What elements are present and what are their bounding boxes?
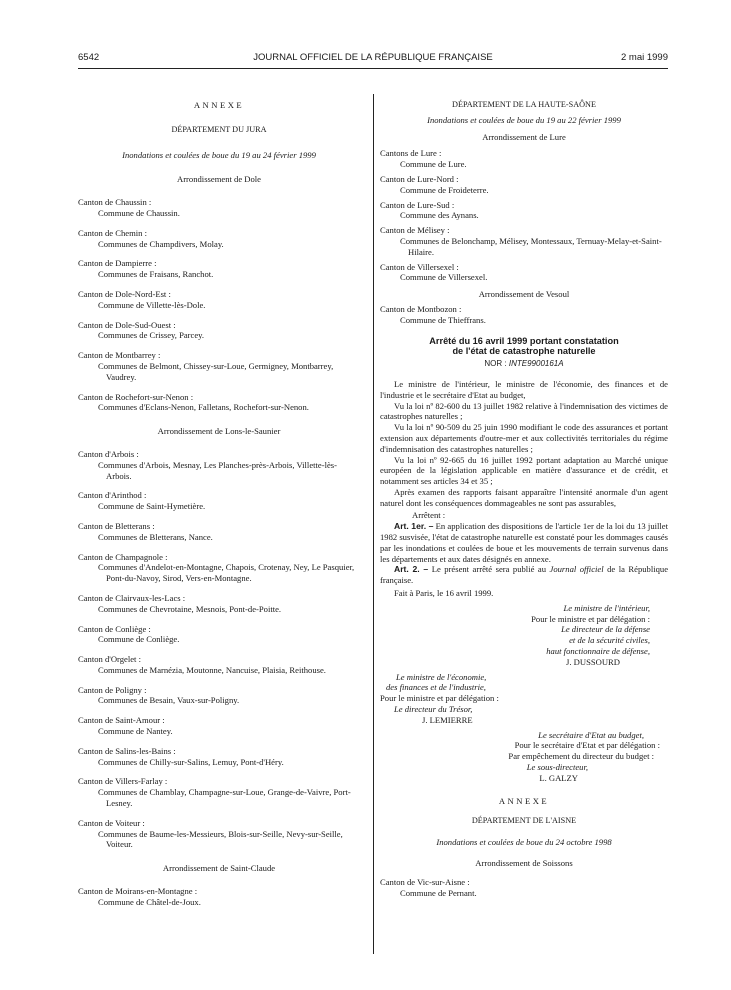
canton-communes: Communes de Besain, Vaux-sur-Poligny.: [98, 695, 240, 706]
canton-entry: [78, 197, 360, 219]
canton-name: Canton d'Arbois :: [78, 448, 139, 459]
canton-entry: [78, 228, 360, 250]
canton-communes: Commune de Chaussin.: [98, 207, 180, 218]
canton-communes: Communes de Belmont, Chissey-sur-Loue, Germigney, Montbarrey, Vaudrey.: [98, 360, 334, 382]
canton-name: Canton de Dole-Sud-Ouest :: [78, 319, 176, 330]
event-haute-saone: Inondations et coulées de boue du 19 au 22 février 1999: [427, 114, 621, 125]
arrete-para-2: Vu la loi nº 82-600 du 13 juillet 1982 relative à l'indemnisation des victimes de catastrophes naturelles ;: [380, 400, 668, 422]
arrondissement-heading: Arrondissement de Lure: [482, 131, 566, 142]
issue-date: 2 mai 1999: [620, 52, 668, 63]
sig3-line: Par empêchement du directeur du budget :: [508, 751, 654, 762]
communes-vic-sur-aisne: Commune de Pernant.: [400, 887, 477, 898]
canton-entry: [78, 746, 360, 768]
canton-communes: Communes de Chilly-sur-Salins, Lemuy, Pont-d'Héry.: [98, 756, 284, 767]
canton-entry: [78, 685, 360, 707]
canton-communes: Communes de Baume-les-Messieurs, Blois-sur-Seille, Nevy-sur-Seille, Voiteur.: [98, 828, 343, 850]
canton-communes: Commune de Froideterre.: [400, 184, 489, 195]
arrete-para-4: Vu la loi nº 92-665 du 16 juillet 1992 portant adaptation au Marché unique européen de la législation applicable en matière d'assurance et de crédit, et notamment ses articles 34 et 35 ;: [380, 454, 668, 487]
canton-name: Canton de Villersexel :: [380, 261, 459, 272]
annexe-title: ANNEXE: [193, 100, 245, 110]
canton-name: Canton de Conliège :: [78, 623, 151, 634]
canton-communes: Commune de Villette-lès-Dole.: [98, 299, 206, 310]
canton-entry: [78, 350, 360, 382]
sig2-line: Le directeur du Trésor,: [394, 704, 473, 715]
canton-name: Canton de Poligny :: [78, 684, 147, 695]
canton-name: Canton de Chaussin :: [78, 197, 152, 208]
sig1-line: Le ministre de l'intérieur,: [563, 602, 650, 613]
signature-interieur: [380, 603, 668, 668]
header-rule: [78, 68, 668, 69]
canton-entry: [78, 320, 360, 342]
fait-a-paris: Fait à Paris, le 16 avril 1999.: [394, 588, 494, 599]
article-1: [380, 521, 668, 564]
department-aisne: DÉPARTEMENT DE L'AISNE: [471, 816, 577, 826]
canton-name: Canton de Champagnole :: [78, 551, 168, 562]
sig3-line: Pour le secrétaire d'Etat et par délégation :: [514, 740, 660, 751]
arrete-para-1: Le ministre de l'intérieur, le ministre de l'économie, des finances et de l'industrie et le secrétaire d'Etat au budget,: [380, 378, 668, 400]
department-jura: DÉPARTEMENT DU JURA: [171, 124, 267, 134]
arrondissement-heading: Arrondissement de Vesoul: [478, 289, 570, 300]
article-1-text: En application des dispositions de l'article 1er de la loi du 13 juillet 1982 susvisée, l'état de catastrophe naturelle est constaté pour les dommages causés par les inondations et coulées de boue et les mouvements de terrain survenus dans les départements et aux dates désignés en annexe.: [380, 521, 668, 564]
left-column: [78, 94, 360, 917]
canton-name: Cantons de Lure :: [380, 148, 442, 159]
canton-entry: [380, 200, 668, 222]
sig1-name: J. DUSSOURD: [566, 656, 620, 667]
sig2-line: Le ministre de l'économie,: [396, 671, 487, 682]
nor-reference: [380, 359, 668, 370]
canton-entry: [380, 304, 668, 326]
canton-entry: [78, 886, 360, 908]
canton-name: Canton de Clairvaux-les-Lacs :: [78, 592, 186, 603]
sig1-line: et de la sécurité civiles,: [569, 635, 650, 646]
jura-sections: [78, 174, 360, 907]
canton-name: Canton de Montbozon :: [380, 303, 462, 314]
column-divider: [373, 94, 374, 954]
canton-communes: Commune de Villersexel.: [400, 272, 488, 283]
article-1-label: Art. 1er. –: [394, 521, 434, 532]
nor-label: NOR :: [484, 359, 507, 369]
event-aisne: Inondations et coulées de boue du 24 octobre 1998: [436, 837, 612, 848]
sig2-line: des finances et de l'industrie,: [386, 682, 486, 693]
canton-name: Canton d'Arinthod :: [78, 490, 147, 501]
canton-entry: [78, 654, 360, 676]
canton-entry: [380, 174, 668, 196]
canton-communes: Commune de Saint-Hymetière.: [98, 501, 206, 512]
canton-communes: Commune des Aynans.: [400, 210, 479, 221]
canton-entry: [380, 148, 668, 170]
canton-communes: Commune de Thieffrans.: [400, 314, 486, 325]
page-header: [78, 52, 668, 66]
arrete-title: [380, 336, 668, 358]
signature-budget: [380, 730, 668, 784]
sig3-name: L. GALZY: [539, 772, 578, 783]
page-number: 6542: [78, 52, 100, 63]
canton-entry: [380, 262, 668, 284]
article-2-post: de la République française.: [380, 564, 669, 586]
canton-communes: Commune de Nantey.: [98, 726, 173, 737]
event-jura: Inondations et coulées de boue du 19 au 24 février 1999: [122, 149, 316, 160]
sig3-line: Le sous-directeur,: [526, 762, 588, 773]
article-2-journal: Journal officiel: [549, 564, 604, 575]
canton-communes: Communes d'Eclans-Nenon, Falletans, Rochefort-sur-Nenon.: [98, 402, 309, 413]
haute-saone-sections: [380, 132, 668, 326]
sig3-line: Le secrétaire d'Etat au budget,: [538, 729, 644, 740]
canton-entry: [78, 258, 360, 280]
canton-name: Canton de Mélisey :: [380, 225, 450, 236]
canton-communes: Commune de Lure.: [400, 159, 467, 170]
sig1-line: Le directeur de la défense: [561, 624, 650, 635]
article-2-pre: Le présent arrêté sera publié au: [431, 564, 547, 575]
canton-name: Canton de Lure-Sud :: [380, 199, 455, 210]
department-haute-saone: DÉPARTEMENT DE LA HAUTE-SAÔNE: [452, 100, 596, 109]
canton-communes: Communes d'Arbois, Mesnay, Les Planches-près-Arbois, Villette-lès-Arbois.: [98, 459, 337, 481]
nor-code: INTE9900161A: [508, 359, 564, 369]
canton-entry: [78, 449, 360, 481]
canton-vic-sur-aisne: Canton de Vic-sur-Aisne :: [380, 876, 470, 887]
canton-communes: Communes de Marnézia, Moutonne, Nancuise, Plaisia, Reithouse.: [98, 664, 326, 675]
canton-communes: Communes de Chevrotaine, Mesnois, Pont-de-Poitte.: [98, 603, 282, 614]
canton-communes: Communes de Fraisans, Ranchot.: [98, 269, 214, 280]
article-2-label: Art. 2. –: [394, 564, 429, 575]
canton-entry: [78, 521, 360, 543]
canton-entry: [380, 225, 668, 257]
canton-name: Canton de Rochefort-sur-Nenon :: [78, 391, 194, 402]
sig2-name: J. LEMIERRE: [422, 714, 473, 725]
canton-name: Canton de Bletterans :: [78, 520, 155, 531]
article-2: [380, 564, 668, 586]
sig1-line: haut fonctionnaire de défense,: [546, 646, 650, 657]
journal-title: JOURNAL OFFICIEL DE LA RÉPUBLIQUE FRANÇAISE: [253, 52, 493, 63]
arrete-title-line2: de l'état de catastrophe naturelle: [452, 346, 596, 357]
canton-name: Canton de Salins-les-Bains :: [78, 745, 176, 756]
canton-communes: Communes de Crissey, Parcey.: [98, 330, 205, 341]
canton-entry: [78, 490, 360, 512]
arrete-para-5: Après examen des rapports faisant apparaître l'intensité anormale d'un agent naturel dont les conséquences dommageables ne sont pas assurables,: [380, 486, 668, 508]
canton-name: Canton de Saint-Amour :: [78, 715, 165, 726]
canton-name: Canton de Dampierre :: [78, 258, 157, 269]
canton-communes: Communes de Belonchamp, Mélisey, Montessaux, Ternuay-Melay-et-Saint-Hilaire.: [400, 235, 662, 257]
arrondissement-heading: Arrondissement de Dole: [176, 174, 261, 185]
canton-communes: Commune de Châtel-de-Joux.: [98, 896, 201, 907]
arretent: Arrêtent :: [412, 509, 446, 520]
canton-name: Canton d'Orgelet :: [78, 654, 141, 665]
canton-communes: Communes de Champdivers, Molay.: [98, 238, 224, 249]
canton-entry: [78, 289, 360, 311]
canton-name: Canton de Voiteur :: [78, 817, 145, 828]
canton-entry: [78, 715, 360, 737]
canton-name: Canton de Villers-Farlay :: [78, 776, 168, 787]
arrete-title-line1: Arrêté du 16 avril 1999 portant constatation: [429, 335, 619, 346]
arrondissement-soissons: Arrondissement de Soissons: [475, 858, 573, 869]
canton-name: Canton de Chemin :: [78, 227, 147, 238]
canton-name: Canton de Moirans-en-Montagne :: [78, 886, 198, 897]
canton-entry: [78, 392, 360, 414]
arrondissement-heading: Arrondissement de Lons-le-Saunier: [157, 426, 281, 437]
canton-communes: Commune de Conliège.: [98, 634, 180, 645]
canton-name: Canton de Lure-Nord :: [380, 173, 459, 184]
canton-communes: Communes de Bletterans, Nance.: [98, 531, 213, 542]
right-column: [380, 94, 668, 898]
arrete-para-3: Vu la loi nº 90-509 du 25 juin 1990 modifiant le code des assurances et portant extension aux départements d'outre-mer et aux collectivités territoriales du régime d'indemnisation des catastrophes naturelles ;: [380, 422, 668, 454]
canton-name: Canton de Montbarrey :: [78, 350, 161, 361]
canton-communes: Communes de Chamblay, Champagne-sur-Loue, Grange-de-Vaivre, Port-Lesney.: [98, 787, 351, 809]
canton-communes: Communes d'Andelot-en-Montagne, Chapois, Crotenay, Ney, Le Pasquier, Pont-du-Navoy, Sirod, Vers-en-Montagne.: [98, 562, 355, 584]
canton-entry: [78, 593, 360, 615]
canton-name: Canton de Dole-Nord-Est :: [78, 288, 171, 299]
canton-entry: [78, 818, 360, 850]
canton-entry: [78, 776, 360, 808]
signature-economie: [380, 672, 668, 726]
arrondissement-heading: Arrondissement de Saint-Claude: [162, 863, 276, 874]
sig2-line: Pour le ministre et par délégation :: [380, 693, 499, 704]
annexe2-title: ANNEXE: [498, 795, 550, 806]
canton-entry: [78, 552, 360, 584]
canton-entry: [78, 624, 360, 646]
sig1-line: Pour le ministre et par délégation :: [531, 613, 650, 624]
